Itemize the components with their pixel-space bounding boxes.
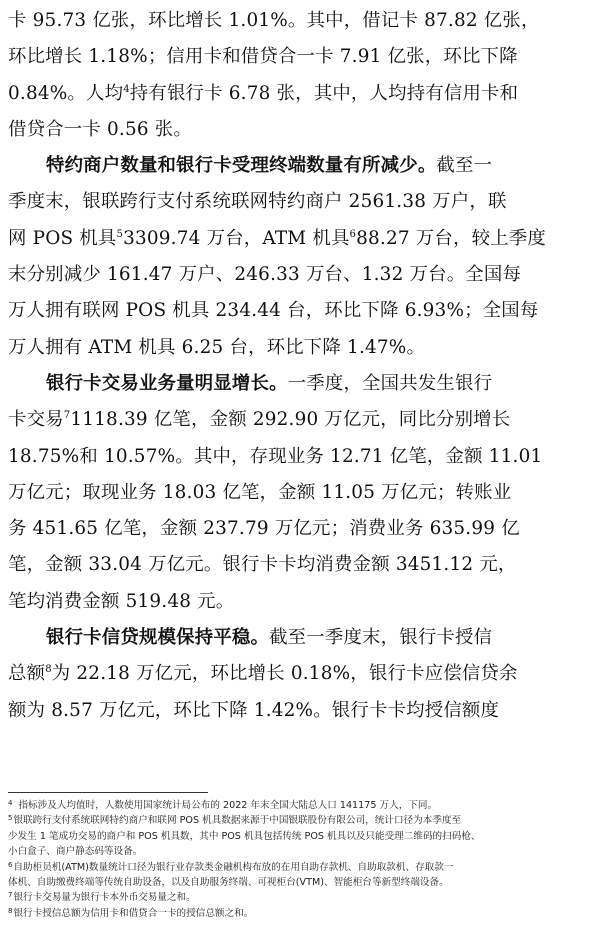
text-line: 万亿元；取现业务 18.03 亿笔，金额 11.05 万亿元；转账业 — [8, 481, 512, 503]
body-text — [8, 3, 590, 729]
footnote-8 — [8, 906, 586, 921]
text-segment: 为 22.18 万亿元，环比增长 0.18%，银行卡应偿信贷余 — [51, 663, 518, 685]
footnote-number: 6 — [8, 860, 13, 869]
text-line — [8, 656, 590, 692]
text-segment: 3309.74 万台，ATM 机具 — [123, 227, 350, 249]
footnote-5-cont: 小白盒子、商户静态码等设备。 — [8, 846, 143, 858]
footnote-text: 银行卡授信总额为信用卡和借贷合一卡的授信总额之和。 — [13, 907, 254, 919]
footnote-5 — [8, 813, 586, 828]
footnote-ref-6: 6 — [349, 228, 357, 240]
footnote-number: 7 — [8, 891, 13, 900]
text-line: 务 451.65 亿笔，金额 237.79 万亿元；消费业务 635.99 亿 — [8, 518, 520, 540]
text-segment: 1118.39 亿笔，金额 292.90 万亿元，同比分别增长 — [70, 409, 511, 431]
text-segment: 卡交易 — [8, 409, 64, 431]
text-segment: 一季度，全国共发生银行 — [287, 372, 493, 394]
text-line: 笔，金额 33.04 万亿元。银行卡卡均消费金额 3451.12 元， — [8, 554, 517, 576]
paragraph-heading: 银行卡交易业务量明显增长。 — [46, 372, 288, 394]
text-line — [8, 221, 590, 257]
text-line: 环比增长 1.18%；信用卡和借贷合一卡 7.91 亿张，环比下降 — [8, 46, 518, 68]
footnote-ref-4: 4 — [123, 83, 130, 95]
text-line: 万人拥有 ATM 机具 6.25 台，环比下降 1.47%。 — [8, 336, 426, 358]
paragraph-heading: 特约商户数量和银行卡受理终端数量有所减少。 — [46, 155, 437, 177]
text-segment: 网 POS 机具 — [8, 227, 117, 249]
footnote-text: 银行卡交易量为银行卡本外币交易量之和。 — [13, 892, 196, 904]
text-segment: 总额 — [8, 663, 46, 685]
paragraph-first-line — [8, 148, 590, 184]
footnote-number: 8 — [8, 906, 13, 915]
text-line: 借贷合一卡 0.56 张。 — [8, 118, 192, 140]
text-line: 季度末，银联跨行支付系统联网特约商户 2561.38 万户，联 — [8, 191, 507, 213]
paragraph-heading: 银行卡信贷规模保持平稳。 — [46, 627, 270, 649]
footnote-number: 5 — [8, 814, 13, 823]
paragraph-first-line — [8, 620, 590, 656]
footnote-5-cont: 少发生 1 笔成功交易的商户和 POS 机具数，其中 POS 机具包括传统 POS 机具以及只能受理二维码的扫码枪、 — [8, 830, 481, 842]
footnote-ref-7: 7 — [63, 410, 71, 422]
footnote-7 — [8, 890, 586, 905]
text-line: 额为 8.57 万亿元，环比下降 1.42%。银行卡卡均授信额度 — [8, 699, 500, 721]
text-line — [8, 402, 590, 438]
text-line: 末分别减少 161.47 万户、246.33 万台、1.32 万台。全国每 — [8, 264, 522, 286]
text-line — [8, 76, 590, 112]
footnote-6-cont: 体机、自助缴费终端等传统自助设备，以及自助服务终端、可视柜台(VTM)、智能柜台等新型终端设备。 — [8, 877, 449, 889]
text-segment: 持有银行卡 6.78 张，其中，人均持有信用卡和 — [129, 82, 519, 104]
text-segment: 截至一季度末，银行卡授信 — [269, 627, 493, 649]
footnote-divider — [8, 792, 208, 793]
text-line: 笔均消费金额 519.48 元。 — [8, 590, 235, 612]
footnotes — [8, 798, 586, 921]
footnote-number: 4 — [8, 799, 13, 807]
footnote-ref-5: 5 — [116, 228, 124, 240]
footnote-6 — [8, 860, 586, 875]
footnote-text: 银联跨行支付系统联网特约商户和联网 POS 机具数据来源于中国银联股份有限公司，统计口径为本季度至 — [13, 815, 462, 827]
footnote-text: 指标涉及人均值时，人数使用国家统计局公布的 2022 年末全国大陆总人口 141175 万人，下同。 — [18, 800, 438, 811]
text-segment: 88.27 万台，较上季度 — [356, 227, 546, 249]
text-line: 万人拥有联网 POS 机具 234.44 台，环比下降 6.93%；全国每 — [8, 300, 539, 322]
text-line: 18.75%和 10.57%。其中，存现业务 12.71 亿笔，金额 11.01 — [8, 445, 543, 467]
footnote-4 — [8, 798, 586, 813]
paragraph-first-line — [8, 366, 590, 402]
footnote-ref-8: 8 — [45, 664, 52, 676]
footnote-text: 自助柜员机(ATM)数量统计口径为银行业存款类金融机构布放的在用自助存款机、自助取款机、存取款一 — [13, 861, 454, 873]
text-line: 卡 95.73 亿张，环比增长 1.01%。其中，借记卡 87.82 亿张， — [8, 10, 540, 31]
text-segment: 0.84%。人均 — [8, 82, 124, 104]
text-segment: 截至一 — [436, 155, 493, 177]
